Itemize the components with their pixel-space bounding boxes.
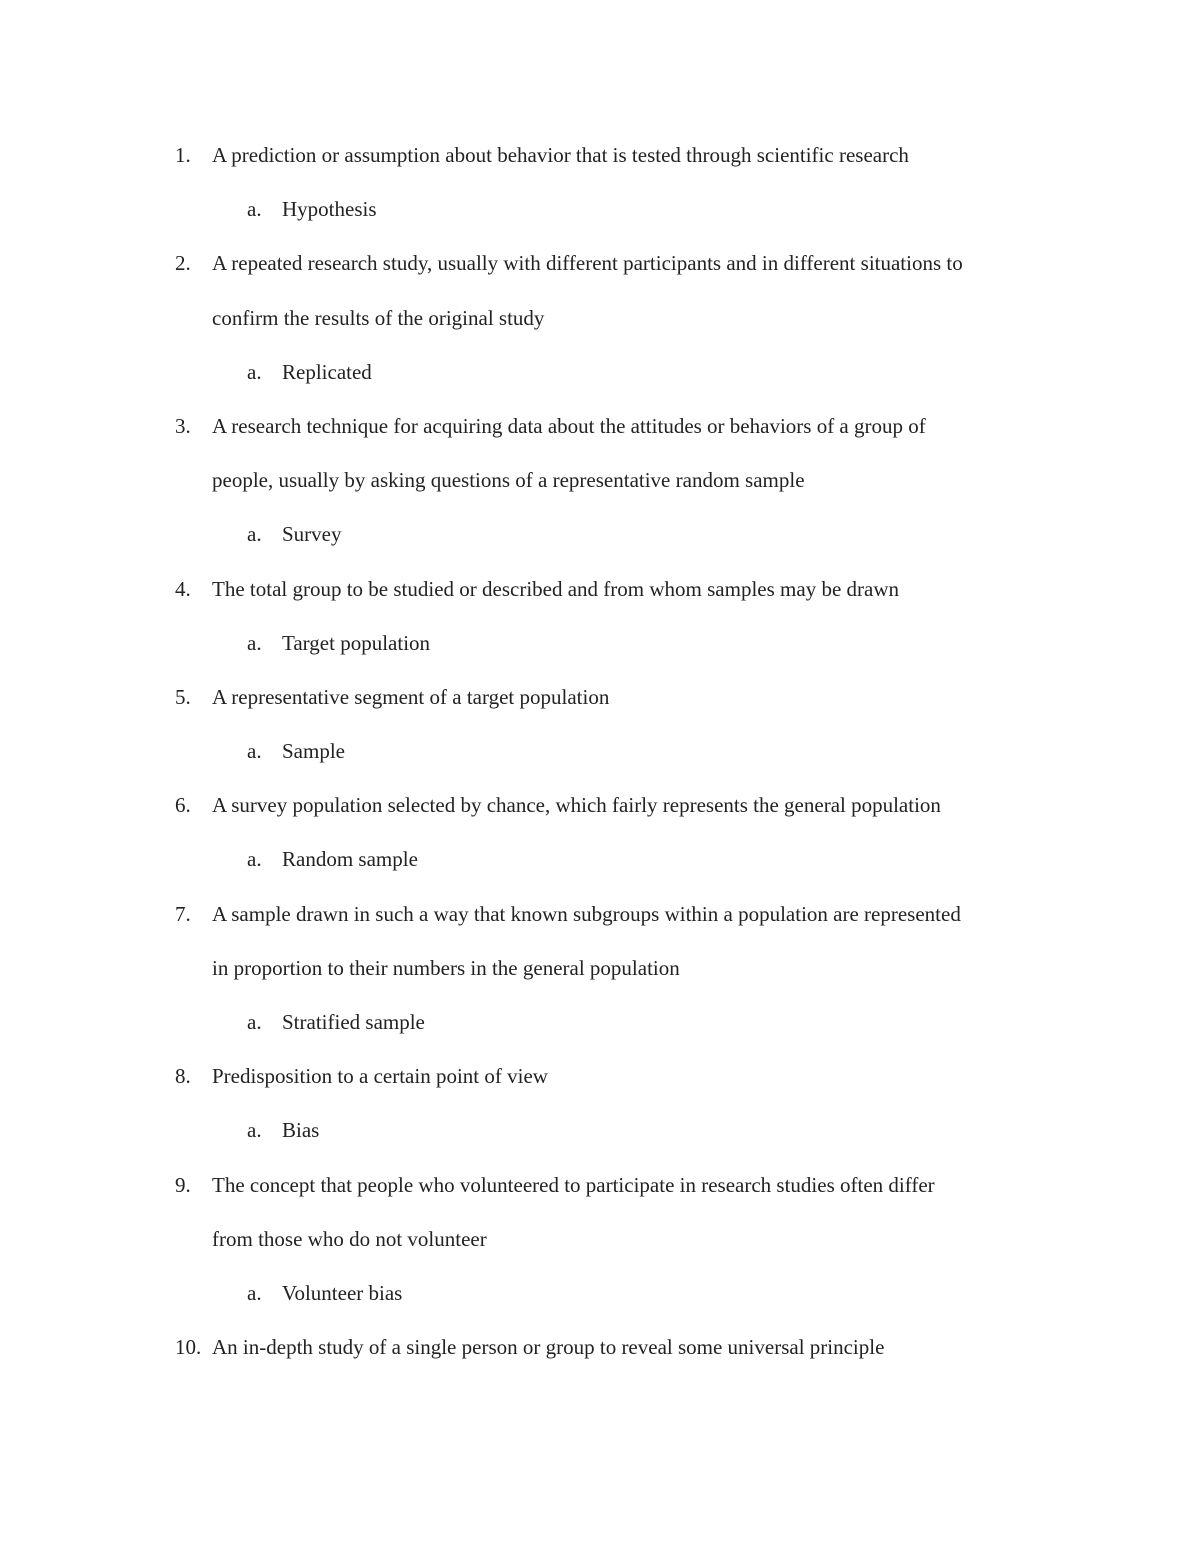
list-item	[0, 1049, 1200, 1157]
list-item	[0, 778, 1200, 886]
answer-term: Hypothesis	[282, 197, 377, 222]
definition-line	[0, 1049, 1200, 1103]
answer-term: Random sample	[282, 847, 418, 872]
answer-term: Bias	[282, 1118, 320, 1143]
definition-line	[0, 670, 1200, 724]
list-item	[0, 236, 1200, 399]
list-item	[0, 1158, 1200, 1321]
answer-line	[0, 724, 1200, 778]
answer-line	[0, 1266, 1200, 1320]
definition-text: confirm the results of the original study	[212, 305, 545, 330]
list-item	[0, 562, 1200, 670]
answer-letter: a.	[247, 630, 262, 655]
definition-text: A representative segment of a target population	[212, 684, 610, 709]
answer-term: Replicated	[282, 359, 372, 384]
list-item	[0, 399, 1200, 562]
list-item	[0, 670, 1200, 778]
answer-letter: a.	[247, 1280, 262, 1305]
definition-continuation-line	[0, 291, 1200, 345]
definition-text: An in-depth study of a single person or group to reveal some universal principle	[212, 1335, 885, 1360]
answer-letter: a.	[247, 359, 262, 384]
item-number: 10.	[175, 1335, 202, 1360]
answer-term: Survey	[282, 522, 342, 547]
item-number: 1.	[175, 143, 191, 167]
answer-letter: a.	[247, 1010, 262, 1034]
definition-text: in proportion to their numbers in the general population	[212, 955, 680, 980]
definition-text: The concept that people who volunteered to participate in research studies often differ	[212, 1172, 935, 1197]
definition-continuation-line	[0, 1212, 1200, 1266]
answer-term: Target population	[282, 630, 431, 655]
definition-continuation-line	[0, 941, 1200, 995]
answer-line	[0, 995, 1200, 1049]
answer-letter: a.	[247, 197, 262, 222]
item-number: 9.	[175, 1172, 191, 1197]
list-item	[0, 128, 1200, 236]
answer-line	[0, 182, 1200, 236]
item-number: 7.	[175, 901, 191, 926]
item-number: 4.	[175, 576, 191, 601]
answer-letter: a.	[247, 1118, 262, 1143]
definition-line	[0, 1158, 1200, 1212]
item-number: 2.	[175, 251, 191, 276]
definition-line	[0, 887, 1200, 941]
answer-line	[0, 832, 1200, 886]
answer-letter: a.	[247, 522, 262, 547]
definition-text: A survey population selected by chance, which fairly represents the general population	[212, 793, 941, 818]
numbered-list	[0, 128, 1200, 1374]
answer-line	[0, 345, 1200, 399]
definition-line	[0, 1320, 1200, 1374]
answer-letter: a.	[247, 739, 262, 764]
definition-text: people, usually by asking questions of a representative random sample	[212, 468, 805, 493]
definition-line	[0, 236, 1200, 290]
item-number: 5.	[175, 684, 191, 709]
answer-term: Volunteer bias	[282, 1280, 403, 1305]
answer-line	[0, 1103, 1200, 1157]
definition-text: The total group to be studied or described and from whom samples may be drawn	[212, 576, 899, 601]
answer-line	[0, 616, 1200, 670]
definition-text: A repeated research study, usually with different participants and in different situations to	[212, 251, 963, 276]
answer-letter: a.	[247, 847, 262, 872]
definition-text: A prediction or assumption about behavior that is tested through scientific research	[212, 143, 909, 167]
definition-continuation-line	[0, 453, 1200, 507]
definition-text: A research technique for acquiring data about the attitudes or behaviors of a group of	[212, 413, 926, 438]
answer-line	[0, 507, 1200, 561]
definition-text: Predisposition to a certain point of view	[212, 1064, 548, 1089]
list-item	[0, 887, 1200, 1050]
definition-line	[0, 778, 1200, 832]
definition-line	[0, 128, 1200, 182]
definition-line	[0, 399, 1200, 453]
answer-term: Stratified sample	[282, 1010, 425, 1034]
item-number: 6.	[175, 793, 191, 818]
definition-line	[0, 562, 1200, 616]
list-item	[0, 1320, 1200, 1374]
definition-text: from those who do not volunteer	[212, 1226, 487, 1251]
definition-text: A sample drawn in such a way that known subgroups within a population are represented	[212, 901, 961, 926]
item-number: 8.	[175, 1064, 191, 1089]
item-number: 3.	[175, 413, 191, 438]
answer-term: Sample	[282, 739, 345, 764]
